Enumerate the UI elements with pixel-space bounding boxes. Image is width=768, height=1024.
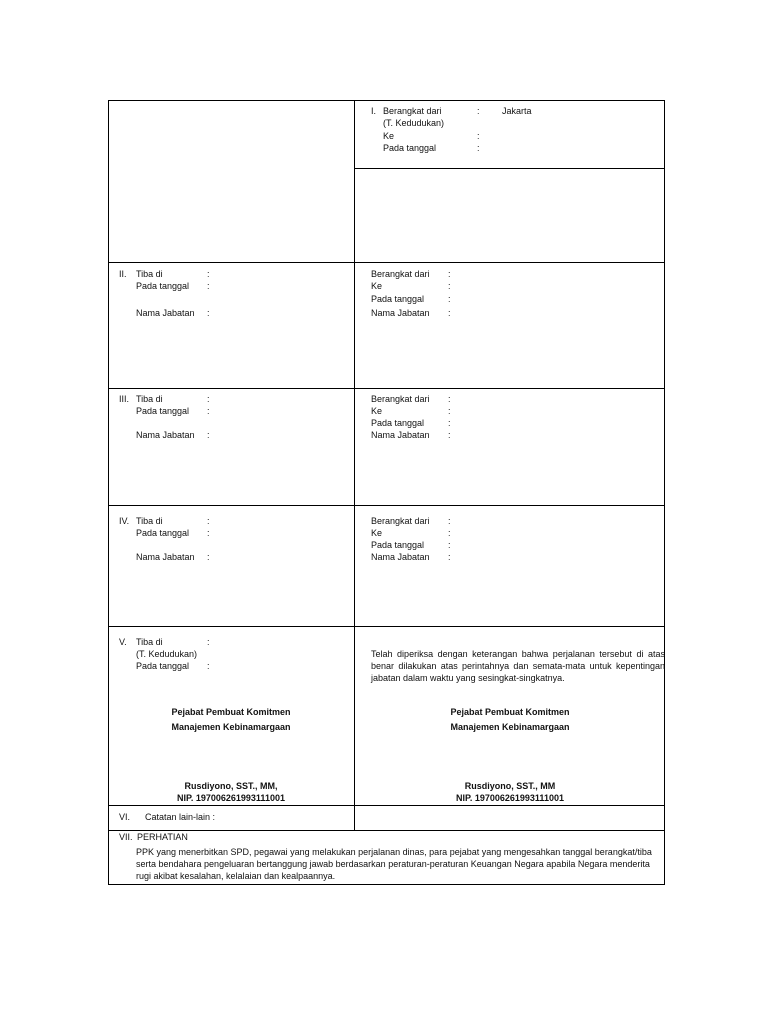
- colon: :: [448, 552, 451, 562]
- colon: :: [448, 406, 451, 416]
- colon: :: [448, 528, 451, 538]
- colon: :: [207, 430, 210, 440]
- colon: :: [448, 281, 451, 291]
- colon: :: [207, 394, 210, 404]
- ke-label: Ke: [371, 281, 383, 291]
- section-iv-numeral: IV.: [119, 516, 130, 526]
- colon: :: [207, 281, 210, 291]
- spd-form-table: [108, 100, 665, 885]
- berangkat-dari-label: Berangkat dari: [383, 106, 442, 116]
- berangkat-dari-label: Berangkat dari: [371, 516, 430, 526]
- colon: :: [448, 269, 451, 279]
- divider-line: [108, 505, 665, 506]
- colon: :: [448, 516, 451, 526]
- divider-line: [354, 168, 665, 169]
- colon: :: [207, 406, 210, 416]
- colon: :: [207, 269, 210, 279]
- left-official-nip: NIP. 197006261993111001: [177, 793, 285, 803]
- right-official-nip: NIP. 197006261993111001: [456, 793, 564, 803]
- tiba-di-label: Tiba di: [136, 516, 163, 526]
- perhatian-text-line: rugi akibat kesalahan, kelalaian dan kealpaannya.: [136, 871, 336, 881]
- left-official-name: Rusdiyono, SST., MM,: [184, 781, 278, 791]
- colon: :: [207, 516, 210, 526]
- section-v-numeral: V.: [119, 637, 127, 647]
- colon: :: [477, 143, 480, 153]
- divider-line: [108, 805, 665, 806]
- perhatian-heading: PERHATIAN: [137, 832, 188, 842]
- tiba-di-label: Tiba di: [136, 269, 163, 279]
- section-vii-numeral: VII.: [119, 832, 133, 842]
- kedudukan-label: (T. Kedudukan): [383, 118, 445, 128]
- section-i-numeral: I.: [371, 106, 377, 116]
- colon: :: [477, 131, 480, 141]
- right-official-unit: Manajemen Kebinamargaan: [450, 722, 570, 732]
- ke-label: Ke: [371, 528, 383, 538]
- ke-label: Ke: [383, 131, 395, 141]
- colon: :: [207, 661, 210, 671]
- divider-line: [108, 262, 665, 263]
- divider-line: [108, 830, 665, 831]
- nama-jabatan-label: Nama Jabatan: [371, 430, 430, 440]
- colon: :: [448, 430, 451, 440]
- right-official-title: Pejabat Pembuat Komitmen: [450, 707, 570, 717]
- colon: :: [207, 637, 210, 647]
- nama-jabatan-label: Nama Jabatan: [136, 430, 195, 440]
- pada-tanggal-label: Pada tanggal: [136, 281, 190, 291]
- berangkat-dari-label: Berangkat dari: [371, 394, 430, 404]
- kedudukan-label: (T. Kedudukan): [136, 649, 198, 659]
- tiba-di-label: Tiba di: [136, 394, 163, 404]
- right-official-name: Rusdiyono, SST., MM: [464, 781, 556, 791]
- perhatian-text-line: PPK yang menerbitkan SPD, pegawai yang melakukan perjalanan dinas, para pejabat yang mengesahkan tanggal berangkat/tiba: [136, 847, 652, 857]
- column-divider: [354, 100, 355, 830]
- pada-tanggal-label: Pada tanggal: [371, 294, 425, 304]
- pada-tanggal-label: Pada tanggal: [383, 143, 437, 153]
- catatan-label: Catatan lain-lain :: [145, 812, 216, 822]
- colon: :: [448, 540, 451, 550]
- pada-tanggal-label: Pada tanggal: [136, 406, 190, 416]
- colon: :: [477, 106, 480, 116]
- left-official-unit: Manajemen Kebinamargaan: [171, 722, 291, 732]
- section-iii-numeral: III.: [119, 394, 130, 404]
- pada-tanggal-label: Pada tanggal: [136, 661, 190, 671]
- pada-tanggal-label: Pada tanggal: [371, 540, 425, 550]
- pada-tanggal-label: Pada tanggal: [371, 418, 425, 428]
- divider-line: [108, 388, 665, 389]
- colon: :: [448, 308, 451, 318]
- colon: :: [448, 294, 451, 304]
- colon: :: [207, 308, 210, 318]
- divider-line: [108, 626, 665, 627]
- section-ii-numeral: II.: [119, 269, 127, 279]
- perhatian-text-line: serta bendahara pengeluaran bertanggung jawab berdasarkan peraturan-peraturan Keuangan Negara apabila Negara menderita: [136, 859, 650, 869]
- nama-jabatan-label: Nama Jabatan: [136, 552, 195, 562]
- section-vi-numeral: VI.: [119, 812, 131, 822]
- ke-label: Ke: [371, 406, 383, 416]
- colon: :: [207, 552, 210, 562]
- verification-statement: Telah diperiksa dengan keterangan bahwa perjalanan tersebut di atas benar dilakukan atas perintahnya dan semata-mata untuk kepentingan jabatan dalam waktu yang sesingkat-singkatnya.: [371, 649, 665, 683]
- left-official-title: Pejabat Pembuat Komitmen: [171, 707, 291, 717]
- nama-jabatan-label: Nama Jabatan: [371, 552, 430, 562]
- colon: :: [448, 394, 451, 404]
- tiba-di-label: Tiba di: [136, 637, 163, 647]
- berangkat-dari-label: Berangkat dari: [371, 269, 430, 279]
- pada-tanggal-label: Pada tanggal: [136, 528, 190, 538]
- nama-jabatan-label: Nama Jabatan: [371, 308, 430, 318]
- colon: :: [207, 528, 210, 538]
- colon: :: [448, 418, 451, 428]
- nama-jabatan-label: Nama Jabatan: [136, 308, 195, 318]
- berangkat-dari-value: Jakarta: [502, 106, 532, 116]
